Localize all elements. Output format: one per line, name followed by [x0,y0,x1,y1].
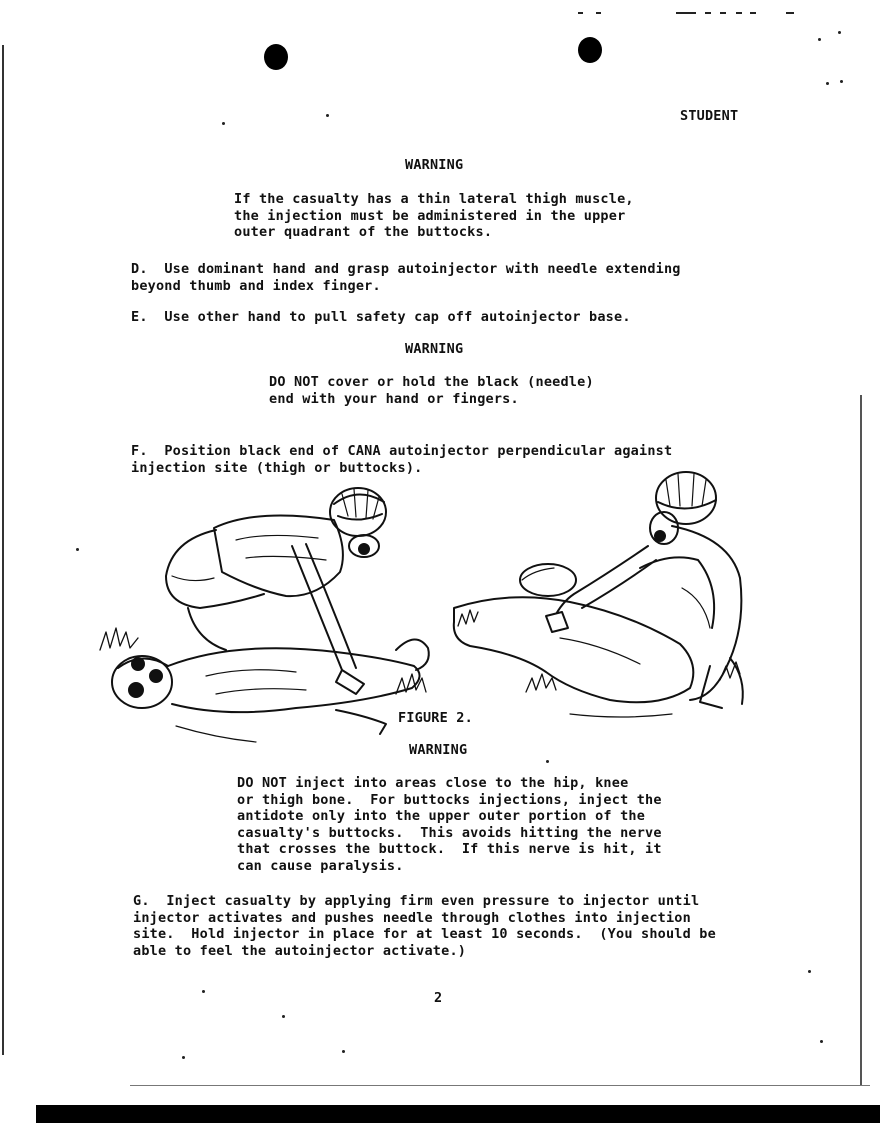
scan-speck [786,12,794,14]
scan-speck [76,548,79,551]
warning-1-line: outer quadrant of the buttocks. [234,224,493,240]
warning-3-line: or thigh bone. For buttocks injections, inject the [237,791,662,808]
scan-speck [750,12,756,14]
step-g-marker: G. [133,893,150,909]
scan-speck [826,82,829,85]
scan-speck [282,1015,285,1018]
step-d-line: beyond thumb and index finger. [131,277,381,294]
warning-3-line: that crosses the buttock. If this nerve is hit, it [237,841,662,857]
step-d [131,261,681,294]
scan-speck [840,80,843,83]
scan-bottom-line [130,1085,870,1086]
warning-3-line: antidote only into the upper outer portion of the [237,808,646,824]
step-e-marker: E. [131,309,148,325]
warning-title-3: WARNING [409,742,468,758]
warning-text-1 [234,191,634,241]
step-f-line: injection site (thigh or buttocks). [131,459,423,476]
scan-speck [596,12,601,14]
warning-3-line: DO NOT inject into areas close to the hip, knee [237,775,629,791]
step-d-marker: D. [131,261,148,277]
scan-speck [202,990,205,993]
warning-2-line: DO NOT cover or hold the black (needle) [269,374,594,390]
header-label: STUDENT [680,108,739,124]
scan-speck [705,12,711,14]
scan-margin-line [2,45,4,1055]
warning-title-2: WARNING [405,341,464,357]
illustration-kneeling-soldier-injecting-thigh [96,480,456,745]
warning-1-line: If the casualty has a thin lateral thigh muscle, [234,191,634,207]
step-d-line: Use dominant hand and grasp autoinjector with needle extending [164,261,681,277]
step-f-marker: F. [131,443,148,459]
step-e-text: Use other hand to pull safety cap off autoinjector base. [164,309,631,325]
step-e [131,309,631,326]
scan-speck [808,970,811,973]
scan-speck [720,12,726,14]
scan-speck [818,38,821,41]
punch-hole-right [578,37,602,63]
warning-3-line: casualty's buttocks. This avoids hitting the nerve [237,824,662,841]
warning-3-line: can cause paralysis. [237,857,404,874]
punch-hole-left [264,44,288,70]
warning-1-line: the injection must be administered in the upper [234,207,626,224]
warning-2-line: end with your hand or fingers. [269,390,519,407]
scan-speck [676,12,696,14]
step-g [133,893,716,959]
step-g-line: able to feel the autoinjector activate.) [133,942,467,959]
warning-text-2 [269,374,594,407]
scan-right-edge-line [860,395,862,1085]
step-g-line: Inject casualty by applying firm even pressure to injector until [166,893,700,909]
step-g-line: injector activates and pushes needle through clothes into injection [133,909,691,926]
scan-speck [546,760,549,763]
scan-speck [838,31,841,34]
scan-speck [326,114,329,117]
warning-title-1: WARNING [405,157,464,173]
scan-speck [820,1040,823,1043]
illustration-soldier-injecting-buttock [450,468,760,723]
scan-speck [578,12,583,14]
step-g-line: site. Hold injector in place for at least 10 seconds. (You should be [133,926,716,942]
scan-speck [222,122,225,125]
scan-speck [342,1050,345,1053]
figure-caption: FIGURE 2. [398,710,473,726]
scan-speck [182,1056,185,1059]
page-number: 2 [434,990,443,1006]
scan-speck [736,12,742,14]
warning-text-3 [237,775,662,874]
step-f-line: Position black end of CANA autoinjector perpendicular against [164,443,673,459]
scan-bottom-bar [36,1105,880,1123]
